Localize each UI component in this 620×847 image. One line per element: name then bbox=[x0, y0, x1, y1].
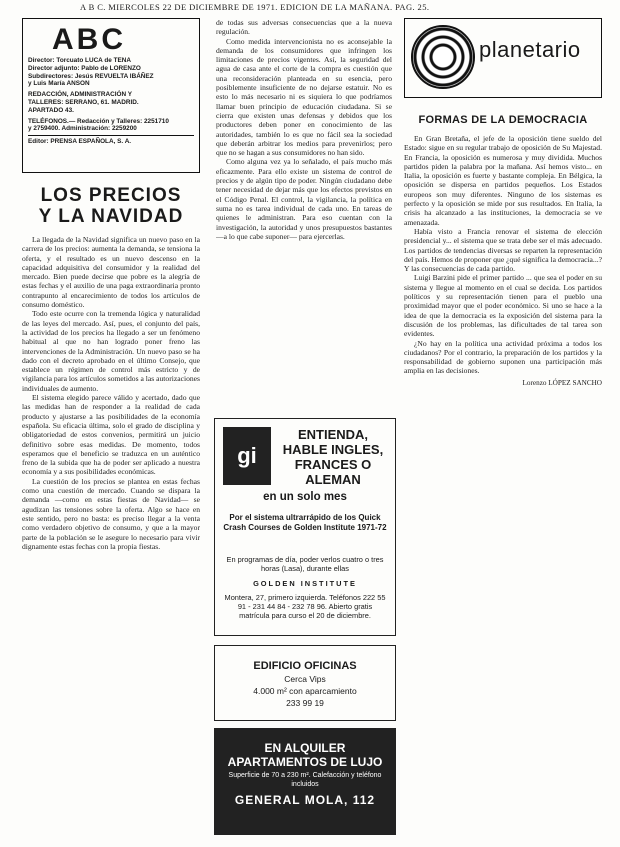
editorial-paragraph: El sistema elegido parece válido y acertado, dado que las medidas han de responder a la realidad de cada producto y ajustarse a las posibilidades de la economía española. Su eficacia última, solo el grado de disciplina y obligatoriedad de estos convenios, permitirá un juicio definitivo sobre esas medidas. De momento, todos esperamos que el beneficio se traduzca en un auténtico freno de la subida que ha de poder ser aplicado a nuestra economía y a sus posibilidades económicas. bbox=[22, 393, 200, 477]
masthead-line: APARTADO 43. bbox=[28, 106, 74, 114]
language-course-ad bbox=[214, 418, 396, 636]
office-building-ad bbox=[214, 645, 396, 721]
editorial-paragraph: La llegada de la Navidad significa un nuevo paso en la carrera de los precios: aumenta la demanda, se tensiona la oferta, y el resultado es un nuevo descenso en la capacidad adquisitiva del consumidor y la realidad del mercado. Bien puede decirse que pobre es la alegría de estas fechas y el auxilio de una paga extraordinaria pronto contrapunto al encarecimiento de todos los artículos de consumo doméstico. bbox=[22, 235, 200, 310]
middle-paragraph: de todas sus adversas consecuencias que a la nueva regulación. bbox=[216, 18, 392, 37]
apartments-ad-title-1: EN ALQUILER bbox=[264, 741, 346, 755]
editorial-body bbox=[22, 235, 200, 551]
middle-paragraph: Como medida intervencionista no es aconsejable la demanda de los consumidores que infringen los limitaciones de precios vigentes. Así, la seguridad del agua de casa ante el corte de la compra es cuestión que una reconsideración planteada en su esencia, pero posiblemente insuficiente de no dejarse estatuir. No es esto lo más necesario ni es siquiera lo que podríamos llamar buen principio de educación ciudadana. Si se cierra que existen unas defensas y debidos que los productores deben poner en conocimiento de las autoridades, también lo es que no fácil sea la sociedad que deberán arbitrar los medios para prevenirlos; pero que no se hagan a sus consumidores no han sido. bbox=[216, 36, 392, 158]
planetario-body bbox=[404, 134, 602, 376]
planetario-title: planetario bbox=[479, 37, 581, 62]
page-header: A B C. MIERCOLES 22 DE DICIEMBRE DE 1971. EDICION DE LA MAÑANA. PAG. 25. bbox=[80, 2, 430, 12]
ad-subhead: en un solo mes bbox=[263, 491, 347, 503]
apartments-ad bbox=[214, 728, 396, 835]
ad-address: Montera, 27, primero izquierda. Teléfonos 222 55 91 - 231 44 84 - 232 78 96. Abierto gratis matrícula para curso el 20 de diciembre. bbox=[224, 593, 386, 620]
right-column bbox=[404, 18, 602, 840]
abc-logo: ABC bbox=[52, 23, 126, 56]
office-ad-line: 4.000 m² con aparcamiento bbox=[253, 686, 357, 696]
masthead-line: TALLERES: SERRANO, 61. MADRID. bbox=[28, 98, 139, 106]
planetario-paragraph: Había visto a Francia renovar el sistema de elección presidencial y... el sistema que se trata debe ser el más adecuado. Los partidos de tendencias diversas se reparten la representación del país. Hemos de proponer que ¿qué significa la democracia...? Y las consecuencias de cada partido. bbox=[404, 226, 602, 274]
planetario-section-title: FORMAS DE LA DEMOCRACIA bbox=[418, 114, 588, 126]
masthead-editor: Editor: PRENSA ESPAÑOLA, S. A. bbox=[28, 135, 194, 146]
planetario-paragraph: Luigi Barzini pide el primer partido ... que sea el poder en su sistema y llegue al momento en el cual se decida. Los partidos políticos y su representación tienen para el pueblo una proximidad mayor que el poder económico. Si uno se hace a la idea de que la democracia es la exposición del sistema para la discusión de los problemas, las dificultades de tal tarea son evidentes. bbox=[404, 273, 602, 339]
ad-body-1: Por el sistema ultrarrápido de los Quick Crash Courses de Golden Institute 1971-72 bbox=[223, 513, 387, 532]
masthead bbox=[22, 18, 200, 173]
masthead-line: y Luis María ANSON bbox=[28, 80, 90, 88]
masthead-line: Director adjunto: Pablo de LORENZO bbox=[28, 64, 141, 72]
apartments-ad-address: GENERAL MOLA, 112 bbox=[234, 793, 376, 807]
masthead-line: y 2759400. Administración: 2259200 bbox=[28, 125, 137, 133]
golden-institute-logo: gi bbox=[223, 427, 271, 485]
office-ad-phone: 233 99 19 bbox=[286, 698, 324, 708]
ad-body-2: En programas de día, poder verlos cuatro o tres horas (Lasa), durante ellas bbox=[226, 555, 384, 573]
editorial-paragraph: Todo este ocurre con la tremenda lógica y naturalidad de las leyes del mercado. Así, pues, el conjunto del país, la actividad de los precios ha llegado a ser un fenómeno habitual al que no han logrado poner freno las intervenciones de la Administración. Un nuevo paso se ha dado con el decreto aprobado en el último Consejo, que establece un régimen de control más estricto y de vigilancia para los artículos sometidos a las autorizaciones individuales de aumento. bbox=[22, 309, 200, 393]
office-ad-title: EDIFICIO OFICINAS bbox=[253, 660, 357, 672]
planetario-paragraph: En Gran Bretaña, el jefe de la oposición tiene sueldo del Estado: sigue en su regular trabajo de oposición de Su Majestad. En Francia, la oposición es numerosa y muy dividida. Muchos partidos piden la palabra por la mañana. Así hemos visto... en Italia, la oposición es fuerte y bastante compleja. En Bélgica, la oposición se dispersa en partidos pequeños. Los Estados europeos son muy diferentes. Ninguno de los sistemas es perfecto y la oposición se mide por sus resultados. En Italia, la crisis ha alcanzado a las instituciones, la democracia se ve amenazada. bbox=[404, 134, 602, 227]
headline-line-2: Y LA NAVIDAD bbox=[38, 206, 184, 227]
ad-brand: GOLDEN INSTITUTE bbox=[253, 579, 357, 588]
middle-paragraph: Como alguna vez ya lo señalado, el país mucho más eficazmente. Para ello existe un sistema de control de precios y de algún tipo de poder. Ningún ciudadano debe tener necesidad de dejar más que los efectos previstos en el Código Penal. El control, la vigilancia, la política en suma no es tarea individual de cada uno. En tareas de quienes le administran. Para eso cuentan con la investigación, la autoridad y unos presupuestos bastantes —a lo que cabe suponer— para ejercerlas. bbox=[216, 157, 392, 241]
planetario-paragraph: ¿No hay en la política una actividad próxima a todos los ciudadanos? Por el contrario, la preparación de los partidos y la responsabilidad de gobierno suponen una participación más amplia en las decisiones. bbox=[404, 338, 602, 376]
planet-icon bbox=[411, 25, 475, 89]
apartments-ad-title-2: APARTAMENTOS DE LUJO bbox=[227, 755, 383, 769]
office-ad-line: Cerca Vips bbox=[284, 674, 326, 684]
masthead-line: Director: Torcuato LUCA de TENA bbox=[28, 57, 131, 64]
ad-headline: ENTIENDA, HABLE INGLES, FRANCES O ALEMAN bbox=[282, 427, 384, 487]
planetario-byline: Lorenzo LÓPEZ SANCHO bbox=[522, 378, 602, 387]
masthead-line: REDACCIÓN, ADMINISTRACIÓN Y bbox=[28, 91, 133, 99]
editorial-headline bbox=[22, 185, 200, 227]
masthead-line: Subdirectores: Jesús REVUELTA IBÁÑEZ bbox=[28, 72, 154, 80]
left-column bbox=[22, 18, 200, 551]
editorial-paragraph: La cuestión de los precios se plantea en estas fechas como una cuestión de mercado. Cuando se dispara la demanda —como en estas fiestas de Navidad— se agudizan las tensiones sobre la oferta. Algo se hace en este sentido, pero no basta: es preciso llegar a la venta como verdadero objetivo de consumo, y que a la mayor parte de la población se le asegure lo necesario para vivir dignamente estas fechas con la propia fiestas. bbox=[22, 476, 200, 551]
headline-line-1: LOS PRECIOS bbox=[40, 185, 182, 206]
middle-column bbox=[216, 18, 392, 410]
masthead-line: TELÉFONOS.— Redacción y Talleres: 2251710 bbox=[28, 117, 169, 125]
middle-body bbox=[216, 18, 392, 241]
planetario-banner bbox=[404, 18, 602, 98]
apartments-ad-details: Superficie de 70 a 230 m². Calefacción y teléfono incluidos bbox=[228, 772, 382, 788]
